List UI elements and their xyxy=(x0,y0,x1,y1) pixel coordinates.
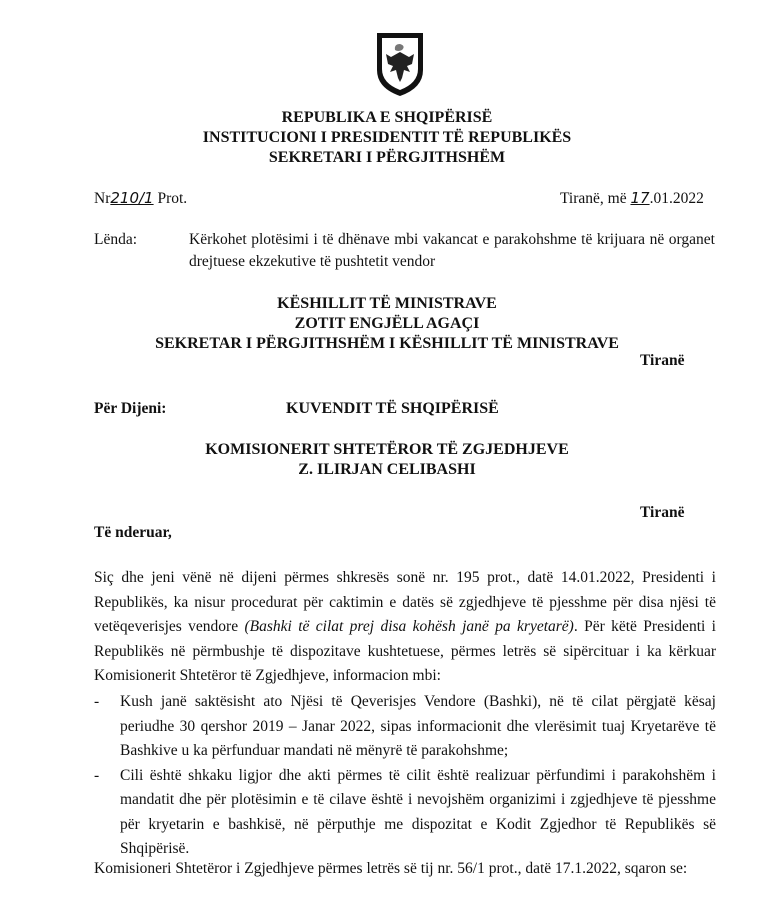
paragraph-italic-note: (Bashki të cilat prej disa kohësh janë pa kryetarë) xyxy=(244,618,574,635)
cc-label: Për Dijeni: xyxy=(94,400,167,417)
header-line-republic: REPUBLIKA E SHQIPËRISË xyxy=(281,109,493,126)
body-paragraph-2: Komisioneri Shtetëror i Zgjedhjeve përmes letrës së tij nr. 56/1 prot., datë 17.1.2022, sqaron se: xyxy=(94,860,688,877)
paragraph-text: . Për këtë Presidenti i Republikës në përmbushje të dispozitave kushtetuese, përmes letrës së sipërcituar i ka kërkuar Komisionerit Shtetëror të Zgjedhjeve, informacion mbi: xyxy=(94,618,716,684)
place-label: Tiranë, më xyxy=(560,190,627,207)
bullet-list xyxy=(94,690,716,862)
recipient-title: SEKRETAR I PËRGJITHSHËM I KËSHILLIT TË MINISTRAVE xyxy=(155,335,619,352)
list-item-text: Kush janë saktësisht ato Njësi të Qeverisjes Vendore (Bashki), në të cilat përgjatë kësaj periudhe 30 qershor 2019 – Janar 2022, sipas informacionit dhe vlerësimit tuaj Kryetarëve të Bashkive u ka përfunduar mandati në mënyrë të parakohshme; xyxy=(120,693,716,759)
paragraph-text: Siç dhe jeni vënë në dijeni përmes shkresës sonë nr. 195 prot., datë 14.01.2022, Presidenti i Republikës, ka nisur procedurat për caktimin e datës së zgjedhjeve të pjesshme për disa njësi të vetëqeverisjes vendore xyxy=(94,569,716,635)
dash-bullet: - xyxy=(94,766,100,784)
recipient-name: ZOTIT ENGJËLL AGAÇI xyxy=(294,315,480,332)
nr-label: Nr xyxy=(94,190,111,207)
date-suffix: .01.2022 xyxy=(649,190,704,207)
recipient-council: KËSHILLIT TË MINISTRAVE xyxy=(277,295,497,312)
dash-bullet: - xyxy=(94,693,100,710)
list-item xyxy=(94,764,716,862)
header-line-secretary: SEKRETARI I PËRGJITHSHËM xyxy=(268,149,506,166)
cc-commissioner-name: Z. ILIRJAN CELIBASHI xyxy=(298,461,476,478)
header-line-institution: INSTITUCIONI I PRESIDENTIT TË REPUBLIKËS xyxy=(202,129,572,146)
body-paragraph-1 xyxy=(94,566,716,689)
protocol-number xyxy=(94,187,187,210)
document-date xyxy=(560,187,704,210)
recipient-city: Tiranë xyxy=(640,352,685,369)
prot-label: Prot. xyxy=(157,190,188,207)
subject-text: Kërkohet plotësimi i të dhënave mbi vakancat e parakohshme të krijuara në organet drejtuese ekzekutive të pushtetit vendor xyxy=(189,231,715,270)
cc-commissioner: KOMISIONERIT SHTETËROR TË ZGJEDHJEVE xyxy=(205,441,569,458)
cc-parliament: KUVENDIT TË SHQIPËRISË xyxy=(286,400,499,417)
salutation: Të nderuar, xyxy=(94,524,172,541)
subject-label: Lënda: xyxy=(94,231,138,248)
list-item-text: Cili është shkaku ligjor dhe akti përmes të cilit është realizuar përfundimi i parakohshëm i mandatit dhe për plotësimin e të cilave është i nevojshëm organizimi i zgjedhjeve të pjesshme për kryetarin e bashkisë, në përputhje me dispozitat e Kodit Zgjedhor të Republikës së Shqipërisë. xyxy=(120,766,716,857)
day-handwritten-value: 17 xyxy=(630,189,650,207)
cc-city: Tiranë xyxy=(640,504,685,521)
nr-handwritten-value: 210/1 xyxy=(110,189,154,207)
coat-of-arms-icon xyxy=(374,30,426,98)
list-item xyxy=(94,690,716,764)
